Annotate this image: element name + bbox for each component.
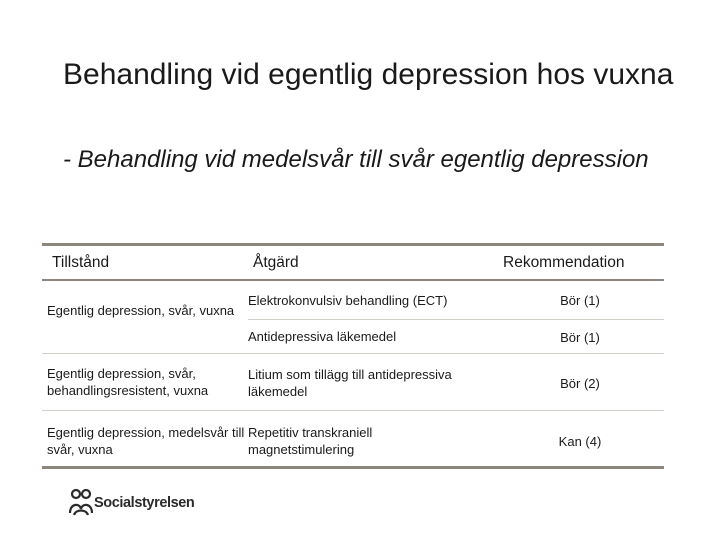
socialstyrelsen-logo-icon bbox=[66, 487, 96, 519]
table-bottom-rule bbox=[42, 466, 664, 469]
table-cell-recommendation: Bör (2) bbox=[560, 376, 600, 391]
socialstyrelsen-logo bbox=[66, 487, 206, 519]
table-cell-condition: Egentlig depression, svår, behandlingsresistent, vuxna bbox=[47, 366, 209, 398]
table-cell-action: Antidepressiva läkemedel bbox=[248, 329, 397, 344]
table-cell-condition: Egentlig depression, svår, vuxna bbox=[47, 303, 235, 318]
logo-text: Socialstyrelsen bbox=[94, 495, 195, 511]
table-cell-action: Elektrokonvulsiv behandling (ECT) bbox=[248, 293, 448, 308]
column-header-condition: Tillstånd bbox=[52, 254, 110, 271]
column-header-action: Åtgärd bbox=[253, 254, 299, 271]
page-subtitle: - Behandling vid medelsvår till svår egentlig depression bbox=[63, 146, 649, 173]
table-header-rule bbox=[42, 279, 664, 281]
table-cell-condition: Egentlig depression, medelsvår till svår, vuxna bbox=[47, 425, 245, 457]
column-header-recommendation: Rekommendation bbox=[503, 254, 625, 271]
table-cell-action: Litium som tillägg till antidepressiva läkemedel bbox=[248, 367, 452, 399]
row-divider bbox=[42, 353, 664, 354]
recommendation-table bbox=[42, 243, 664, 469]
table-cell-action: Repetitiv transkraniell magnetstimulering bbox=[248, 425, 373, 457]
table-cell-recommendation: Kan (4) bbox=[558, 434, 602, 449]
table-top-rule bbox=[42, 243, 664, 246]
table-cell-recommendation: Bör (1) bbox=[560, 330, 600, 345]
table-cell-recommendation: Bör (1) bbox=[560, 293, 600, 308]
page-title: Behandling vid egentlig depression hos vuxna bbox=[63, 58, 674, 91]
row-divider bbox=[42, 410, 664, 411]
row-divider bbox=[248, 319, 664, 320]
